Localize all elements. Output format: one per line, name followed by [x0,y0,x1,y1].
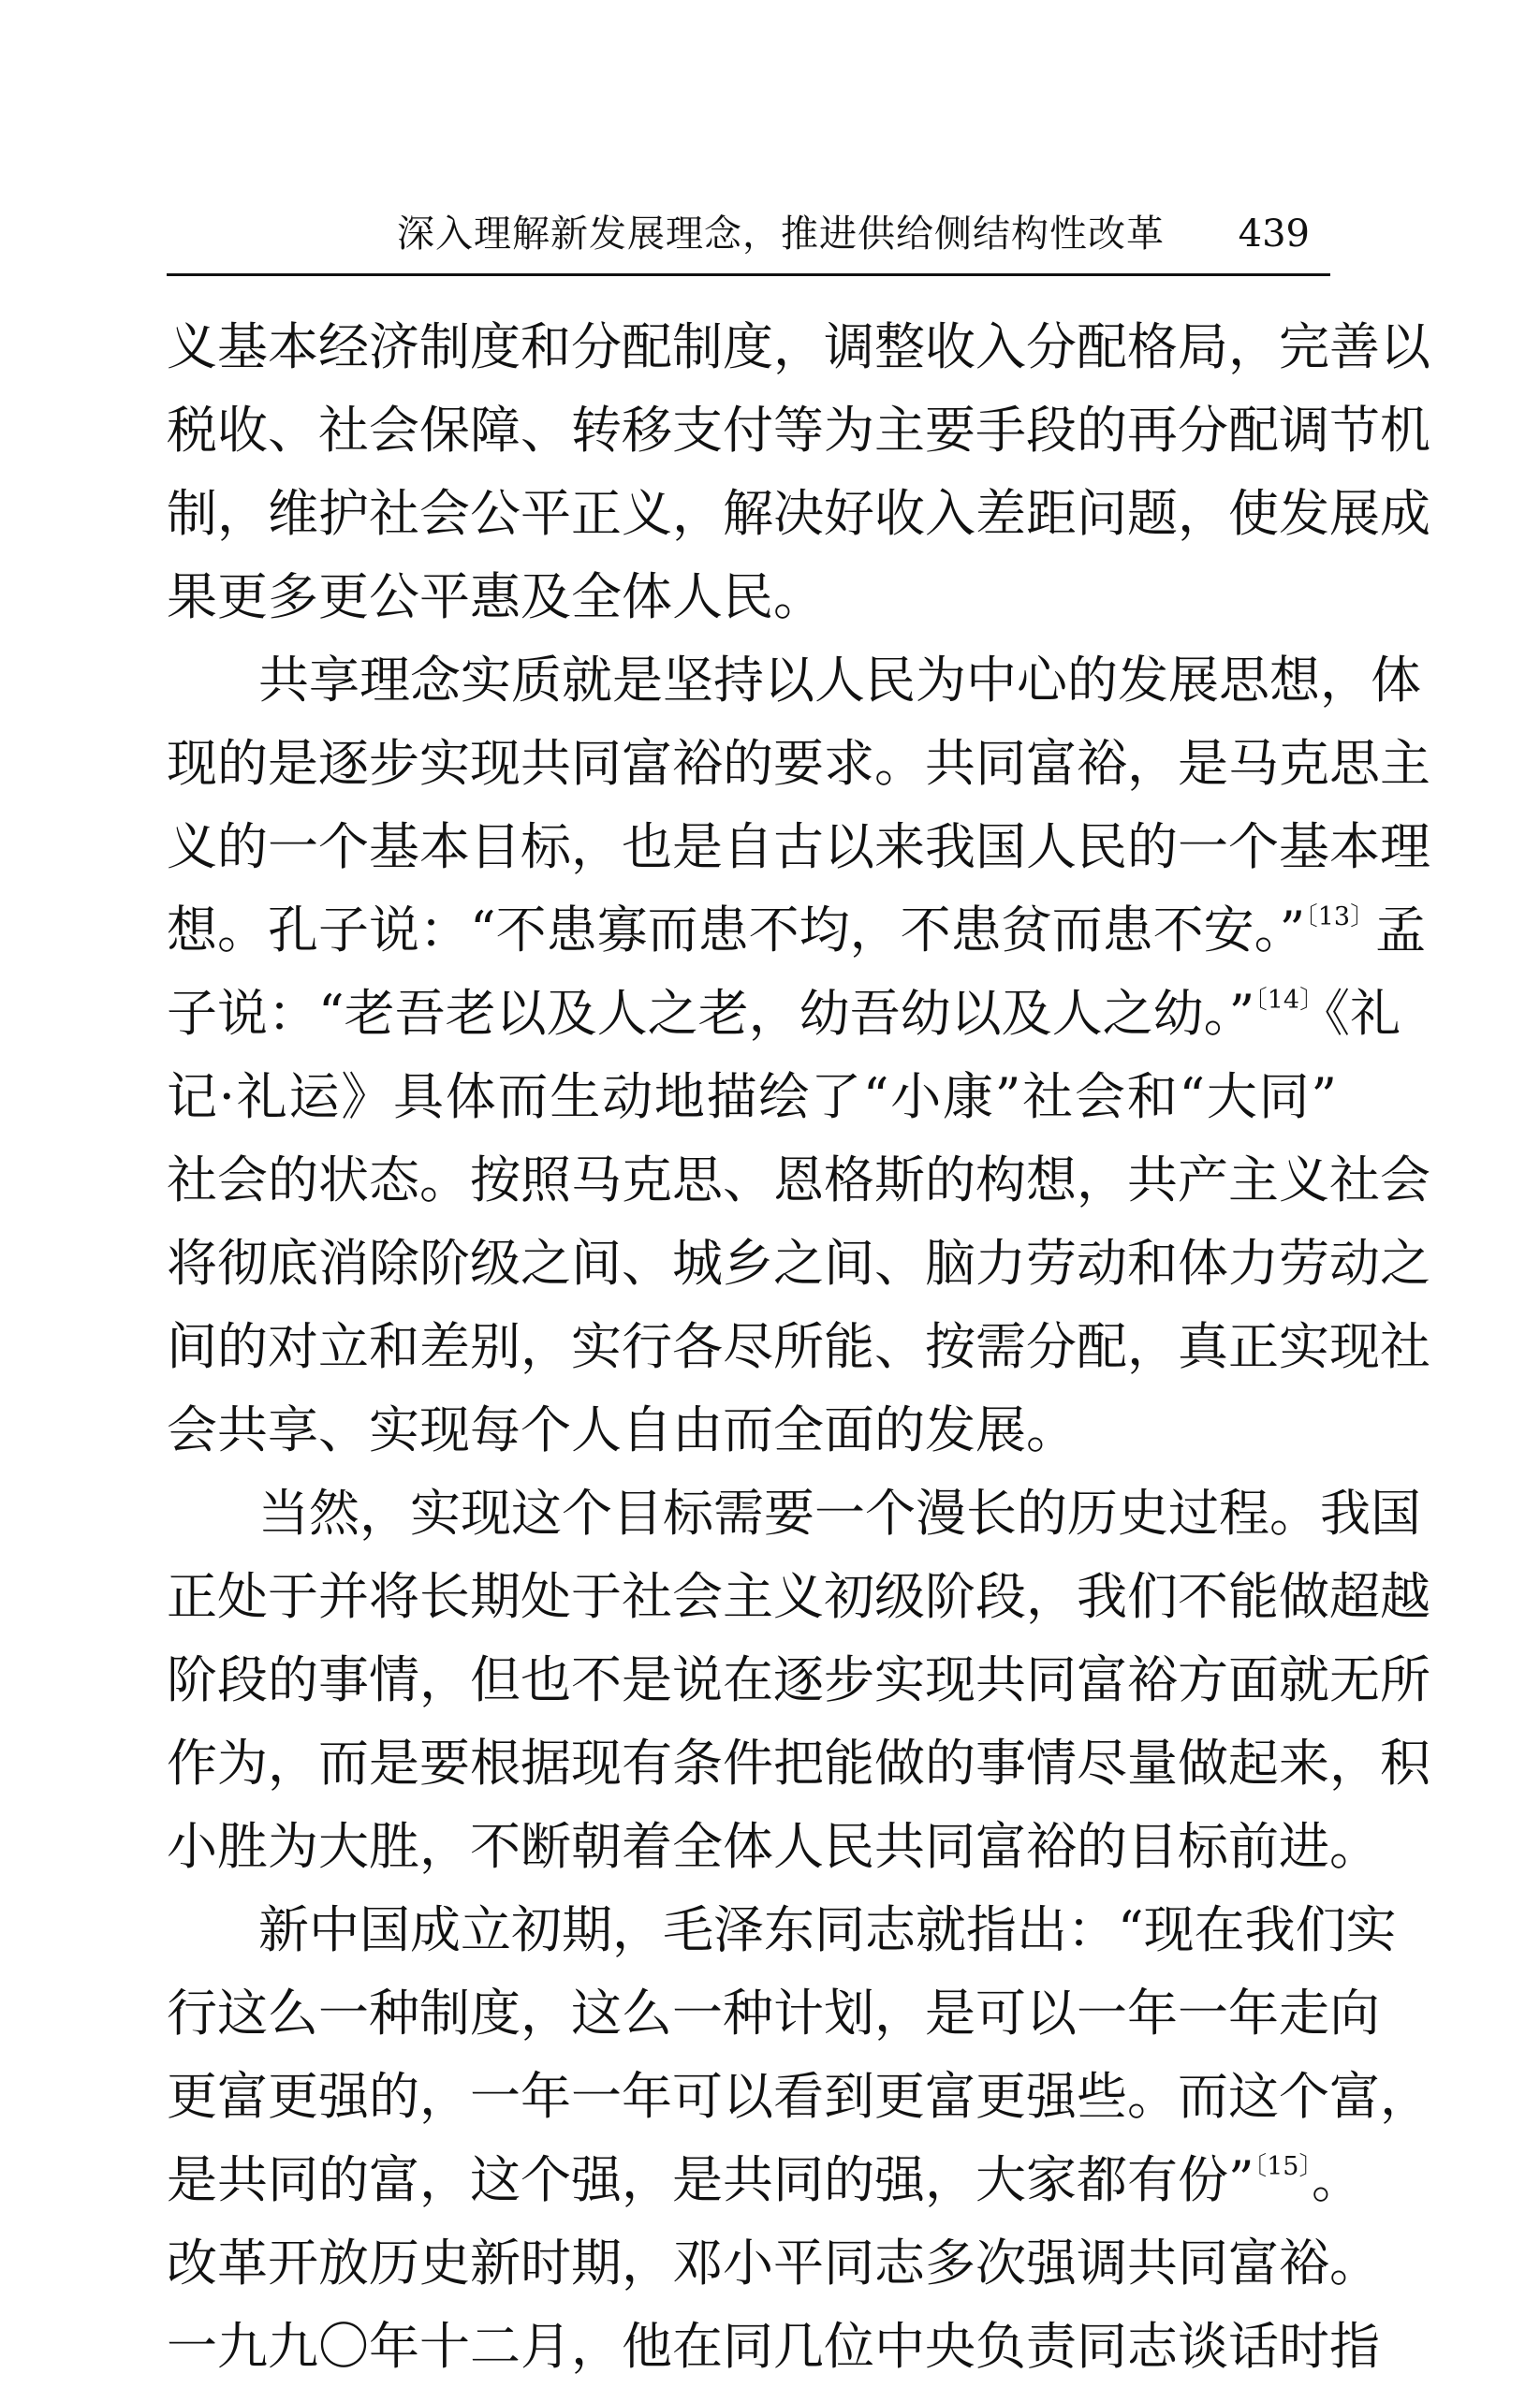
page-number: 439 [1238,212,1310,256]
text-line: 义的一个基本目标，也是自古以来我国人民的一个基本理 [167,817,1430,876]
text-line: 正处于并将长期处于社会主义初级阶段，我们不能做超越 [167,1567,1430,1626]
text-line: 行这么一种制度，这么一种计划，是可以一年一年走向 [167,1984,1380,2043]
text-line: 更富更强的，一年一年可以看到更富更强些。而这个富， [167,2067,1430,2126]
text-line [167,972,1401,1055]
text-line: 现的是逐步实现共同富裕的要求。共同富裕，是马克思主 [167,734,1430,793]
text-line: 税收、社会保障、转移支付等为主要手段的再分配调节机 [167,401,1430,460]
text-line: 作为，而是要根据现有条件把能做的事情尽量做起来，积 [167,1734,1430,1793]
text-fragment: 是共同的富，这个强，是共同的强，大家都有份” [167,2150,1254,2209]
text-line: 阶段的事情，但也不是说在逐步实现共同富裕方面就无所 [167,1650,1430,1709]
text-line: 新中国成立初期，毛泽东同志就指出：“现在我们实 [258,1900,1397,1959]
running-title: 深入理解新发展理念，推进供给侧结构性改革 [397,212,1165,256]
text-line: 记·礼运》具体而生动地描绘了“小康”社会和“大同” [167,1067,1337,1126]
text-line: 共享理念实质就是坚持以人民为中心的发展思想，体 [258,651,1421,710]
text-line: 果更多更公平惠及全体人民。 [167,567,824,626]
text-line: 改革开放历史新时期，邓小平同志多次强调共同富裕。 [167,2234,1380,2293]
text-line: 小胜为大胜，不断朝着全体人民共同富裕的目标前进。 [167,1817,1380,1876]
text-line: 制，维护社会公平正义，解决好收入差距问题，使发展成 [167,484,1430,543]
text-fragment: 孟 [1375,901,1427,960]
text-fragment: 子说：“老吾老以及人之老，幼吾幼以及人之幼。” [167,984,1255,1043]
text-line: 间的对立和差别，实行各尽所能、按需分配，真正实现社 [167,1317,1430,1376]
footnote-marker: 〔14〕 [1254,986,1326,1015]
footnote-marker: 〔13〕 [1305,902,1376,931]
footnote-marker: 〔15〕 [1254,2152,1312,2181]
text-line: 将彻底消除阶级之间、城乡之间、脑力劳动和体力劳动之 [167,1234,1430,1293]
text-line: 义基本经济制度和分配制度，调整收入分配格局，完善以 [167,317,1430,376]
text-fragment: 想。孔子说：“不患寡而患不均，不患贫而患不安。” [167,901,1306,960]
body-text [167,305,1430,2388]
page-header [167,206,1330,276]
text-line: 社会的状态。按照马克思、恩格斯的构想，共产主义社会 [167,1150,1430,1209]
text-line: 当然，实现这个目标需要一个漫长的历史过程。我国 [258,1484,1421,1543]
text-fragment: 《礼 [1325,984,1401,1043]
text-line: 一九九〇年十二月，他在同几位中央负责同志谈话时指 [167,2317,1380,2376]
text-line [167,888,1427,972]
text-fragment: 。 [1311,2150,1362,2209]
text-line [167,2138,1362,2221]
text-line: 会共享、实现每个人自由而全面的发展。 [167,1400,1077,1459]
